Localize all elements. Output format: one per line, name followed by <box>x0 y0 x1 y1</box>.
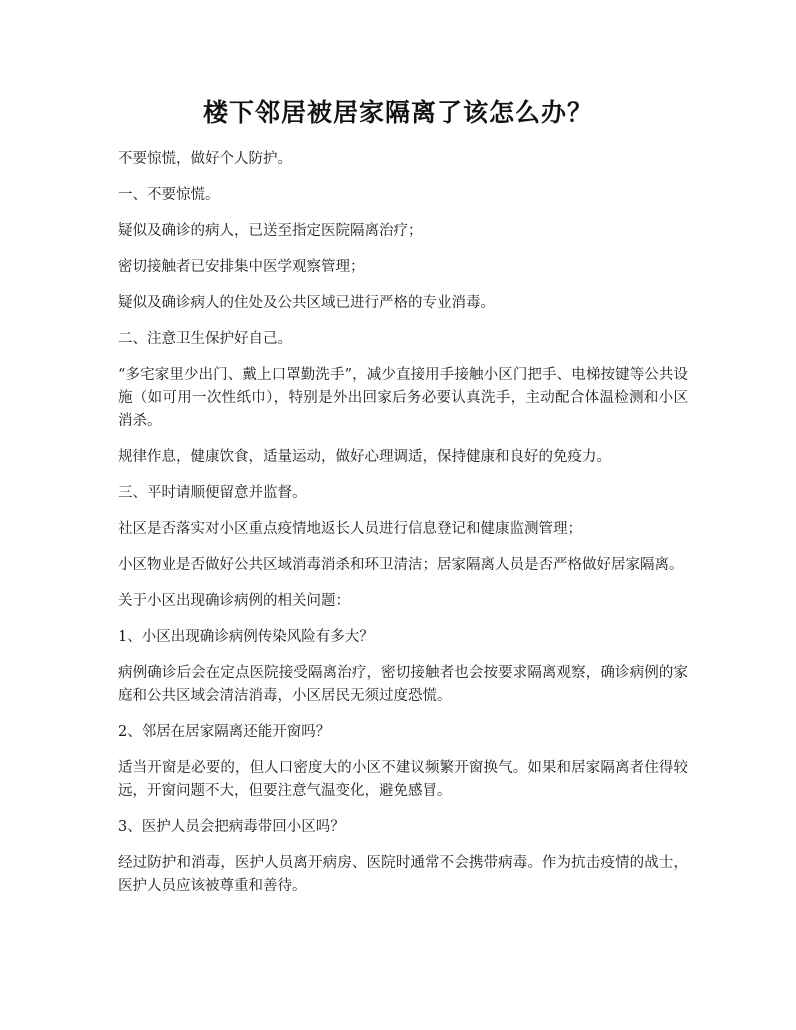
faq-answer-2: 适当开窗是必要的，但人口密度大的小区不建议频繁开窗换气。如果和居家隔离者住得较远，开窗问题不大，但要注意气温变化，避免感冒。 <box>118 760 688 799</box>
section-heading-2: 二、注意卫生保护好自己。 <box>118 331 292 347</box>
faq-answer-3: 经过防护和消毒，医护人员离开病房、医院时通常不会携带病毒。作为抗击疫情的战士，医护人员应该被尊重和善待。 <box>118 855 688 894</box>
paragraph: 规律作息，健康饮食，适量运动，做好心理调适，保持健康和良好的免疫力。 <box>118 449 611 465</box>
faq-intro: 关于小区出现确诊病例的相关问题： <box>118 593 350 609</box>
paragraph-intro: 不要惊慌，做好个人防护。 <box>118 151 292 167</box>
section-heading-1: 一、不要惊慌。 <box>118 187 220 203</box>
page-title: 楼下邻居被居家隔离了该怎么办？ <box>202 98 593 127</box>
faq-question-3: 3、医护人员会把病毒带回小区吗？ <box>118 819 345 835</box>
paragraph: 密切接触者已安排集中医学观察管理； <box>118 259 365 275</box>
paragraph: 疑似及确诊病人的住处及公共区域已进行严格的专业消毒。 <box>118 295 495 311</box>
faq-answer-1: 病例确诊后会在定点医院接受隔离治疗，密切接触者也会按要求隔离观察，确诊病例的家庭和公共区域会清洁消毒，小区居民无须过度恐慌。 <box>118 665 688 704</box>
paragraph: “多宅家里少出门、戴上口罩勤洗手”，减少直接用手接触小区门把手、电梯按键等公共设施（如可用一次性纸巾），特别是外出回家后务必要认真洗手，主动配合体温检测和小区消杀。 <box>118 367 688 429</box>
faq-question-1: 1、小区出现确诊病例传染风险有多大？ <box>118 629 374 645</box>
faq-question-2: 2、邻居在居家隔离还能开窗吗？ <box>118 724 331 740</box>
document-body <box>118 148 688 911</box>
paragraph: 社区是否落实对小区重点疫情地返长人员进行信息登记和健康监测管理； <box>118 521 582 537</box>
paragraph: 小区物业是否做好公共区域消毒消杀和环卫清洁；居家隔离人员是否严格做好居家隔离。 <box>118 557 684 573</box>
section-heading-3: 三、平时请顺便留意并监督。 <box>118 485 307 501</box>
paragraph: 疑似及确诊的病人，已送至指定医院隔离治疗； <box>118 223 423 239</box>
